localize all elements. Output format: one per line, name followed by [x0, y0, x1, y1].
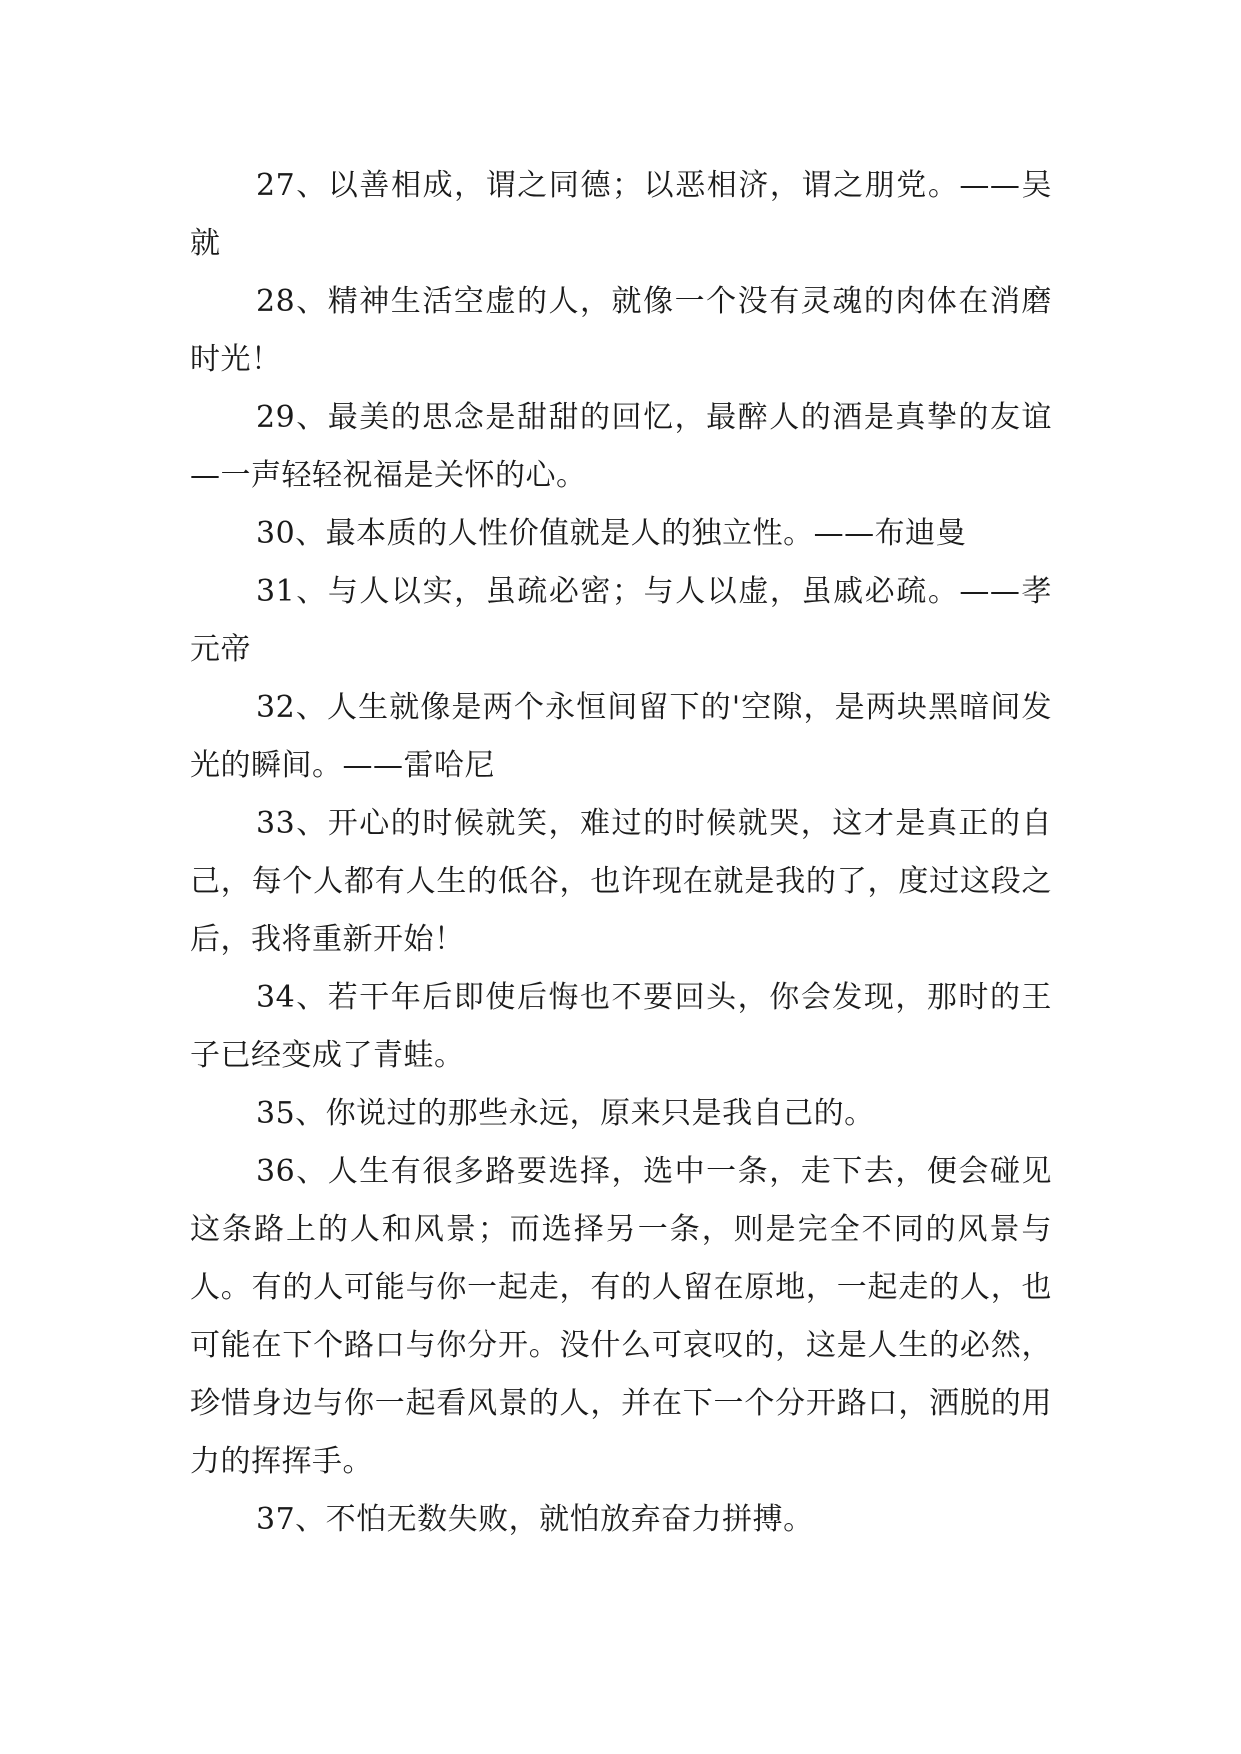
- quote-33: 33、开心的时候就笑，难过的时候就哭，这才是真正的自己，每个人都有人生的低谷，也许现在就是我的了，度过这段之后，我将重新开始！: [190, 806, 1052, 957]
- quote-34: 34、若干年后即使后悔也不要回头，你会发现，那时的王子已经变成了青蛙。: [190, 980, 1052, 1073]
- quote-37: 37、不怕无数失败，就怕放弃奋力拼搏。: [256, 1502, 814, 1537]
- quote-28: 28、精神生活空虚的人，就像一个没有灵魂的肉体在消磨时光！: [190, 284, 1052, 377]
- quote-32: 32、人生就像是两个永恒间留下的'空隙，是两块黑暗间发光的瞬间。——雷哈尼: [190, 690, 1052, 783]
- quote-35: 35、你说过的那些永远，原来只是我自己的。: [256, 1096, 875, 1131]
- quote-30: 30、最本质的人性价值就是人的独立性。——布迪曼: [256, 516, 967, 551]
- quote-29: 29、最美的思念是甜甜的回忆，最醉人的酒是真挚的友谊—一声轻轻祝福是关怀的心。: [190, 400, 1052, 493]
- document-body: [190, 157, 1052, 1549]
- quote-36: 36、人生有很多路要选择，选中一条，走下去，便会碰见这条路上的人和风景；而选择另一条，则是完全不同的风景与人。有的人可能与你一起走，有的人留在原地，一起走的人，也可能在下个路口与你分开。没什么可哀叹的，这是人生的必然，珍惜身边与你一起看风景的人，并在下一个分开路口，洒脱的用力的挥挥手。: [190, 1154, 1052, 1479]
- quote-27: 27、以善相成，谓之同德；以恶相济，谓之朋党。——吴就: [190, 168, 1052, 261]
- quote-31: 31、与人以实，虽疏必密；与人以虚，虽戚必疏。——孝元帝: [190, 574, 1052, 667]
